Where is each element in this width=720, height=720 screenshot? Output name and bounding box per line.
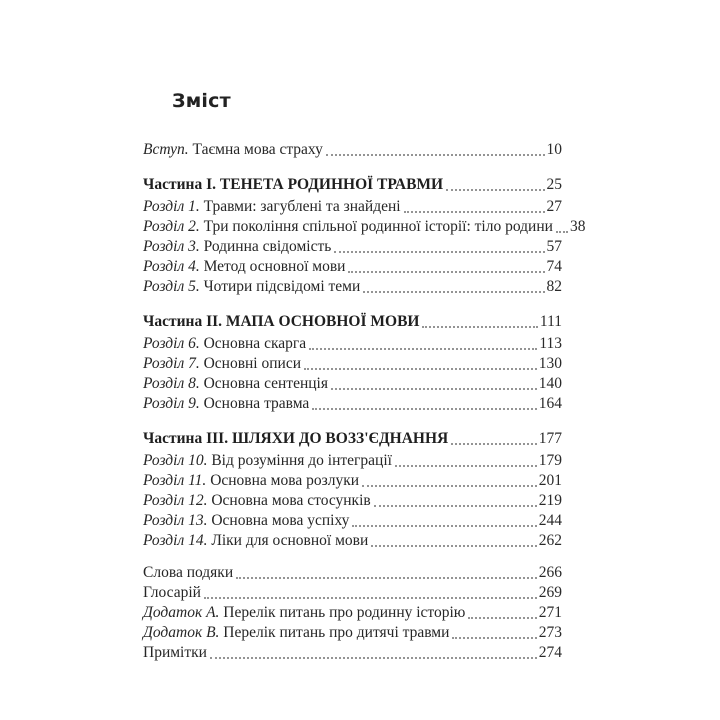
toc-entry-text: Примітки xyxy=(143,644,207,661)
toc-page-number: 74 xyxy=(546,258,562,275)
toc-entry-prefix: Розділ 4. xyxy=(143,258,204,275)
toc-page-number: 179 xyxy=(538,452,562,469)
toc-entry xyxy=(143,451,562,471)
toc-entry-label xyxy=(143,237,331,257)
dotted-leader xyxy=(468,617,536,619)
toc-entry-text: Основна скарга xyxy=(203,335,307,352)
dotted-leader xyxy=(326,154,545,156)
toc-page-number: 219 xyxy=(538,492,562,509)
toc-entry-prefix: Розділ 3. xyxy=(143,238,204,255)
dotted-leader xyxy=(556,231,568,233)
dotted-leader xyxy=(374,505,537,507)
toc-entry-label xyxy=(143,643,207,663)
toc-entry xyxy=(143,334,562,354)
toc-entry-label xyxy=(143,563,233,583)
toc-page-number: 111 xyxy=(539,313,562,330)
toc-page-number: 262 xyxy=(538,532,562,549)
toc-entry xyxy=(143,237,562,257)
toc-page-number: 10 xyxy=(546,141,562,158)
toc-entry-label xyxy=(143,312,419,332)
toc-entry-label xyxy=(143,471,359,491)
toc-entry xyxy=(143,491,562,511)
toc-page-number: 244 xyxy=(538,512,562,529)
toc-page-number: 38 xyxy=(569,218,586,235)
toc-entry-text: Травми: загублені та знайдені xyxy=(203,198,401,215)
dotted-leader xyxy=(404,211,545,213)
toc-entry xyxy=(143,429,562,449)
toc-entry-prefix: Додаток А. xyxy=(143,604,224,621)
toc-entry-prefix: Розділ 8. xyxy=(143,375,204,392)
toc-entry xyxy=(143,394,562,414)
toc-entry-prefix: Розділ 9. xyxy=(143,395,204,412)
toc-page-number: 177 xyxy=(538,430,562,447)
toc-entry-text: Метод основної мови xyxy=(203,258,346,275)
toc-entry-label xyxy=(143,334,306,354)
toc-entry-label xyxy=(143,531,368,551)
toc-entry-text: Основна сентенція xyxy=(203,375,328,392)
page-title: Зміст xyxy=(172,90,231,112)
toc-entry-text: Перелік питань про дитячі травми xyxy=(223,624,450,641)
toc-entry xyxy=(143,175,562,195)
toc-entry xyxy=(143,354,562,374)
toc-entry-label xyxy=(143,511,349,531)
toc-entry-text: Родинна свідомість xyxy=(203,238,332,255)
toc-entry xyxy=(143,643,562,663)
dotted-leader xyxy=(331,388,537,390)
toc-entry-label xyxy=(143,374,328,394)
table-of-contents xyxy=(143,140,586,663)
dotted-leader xyxy=(451,443,537,445)
toc-page-number: 130 xyxy=(538,355,562,372)
toc-entry-text: Основні описи xyxy=(203,355,302,372)
toc-entry-label xyxy=(143,623,449,643)
toc-entry-label xyxy=(143,603,465,623)
toc-entry-label xyxy=(143,257,345,277)
toc-entry-text: Основна мова успіху xyxy=(211,512,350,529)
toc-entry-label xyxy=(143,217,553,237)
toc-entry xyxy=(143,217,586,237)
dotted-leader xyxy=(422,326,537,328)
toc-entry-label xyxy=(143,140,323,160)
toc-entry-prefix: Розділ 7. xyxy=(143,355,204,372)
toc-entry-text: Ліки для основної мови xyxy=(211,532,369,549)
toc-entry-label xyxy=(143,491,371,511)
toc-page-number: 274 xyxy=(538,644,562,661)
toc-entry-text: Основна травма xyxy=(203,395,310,412)
toc-entry-prefix: Розділ 10. xyxy=(143,452,212,469)
toc-entry-text: Слова подяки xyxy=(143,564,234,581)
toc-entry-label xyxy=(143,277,360,297)
toc-page-number: 266 xyxy=(538,564,562,581)
toc-entry xyxy=(143,277,562,297)
toc-entry-label xyxy=(143,197,401,217)
toc-entry xyxy=(143,511,562,531)
toc-entry xyxy=(143,197,562,217)
toc-page-number: 113 xyxy=(539,335,562,352)
toc-entry-label xyxy=(143,354,301,374)
dotted-leader xyxy=(363,291,544,293)
dotted-leader xyxy=(348,271,544,273)
toc-page-number: 57 xyxy=(546,238,562,255)
toc-entry-text: Частина I. ТЕНЕТА РОДИННОЇ ТРАВМИ xyxy=(143,176,444,193)
toc-entry-text: Від розуміння до інтеграції xyxy=(211,452,392,469)
toc-entry-prefix: Розділ 5. xyxy=(143,278,204,295)
toc-entry-text: Частина III. ШЛЯХИ ДО ВОЗЗ'ЄДНАННЯ xyxy=(143,430,449,447)
toc-entry-label xyxy=(143,429,448,449)
toc-entry xyxy=(143,623,562,643)
toc-entry-prefix: Розділ 13. xyxy=(143,512,212,529)
toc-page-number: 201 xyxy=(538,472,562,489)
toc-entry-text: Три покоління спільної родинної історії: тіло родини xyxy=(203,218,553,235)
toc-entry-text: Основна мова розлуки xyxy=(210,472,360,489)
dotted-leader xyxy=(236,577,537,579)
toc-entry-text: Перелік питань про родинну історію xyxy=(223,604,466,621)
toc-entry-text: Частина II. МАПА ОСНОВНОЇ МОВИ xyxy=(143,313,420,330)
toc-page-number: 271 xyxy=(538,604,562,621)
toc-entry-label xyxy=(143,175,443,195)
toc-page-number: 273 xyxy=(538,624,562,641)
toc-entry xyxy=(143,471,562,491)
toc-entry-prefix: Розділ 11. xyxy=(143,472,211,489)
toc-entry xyxy=(143,257,562,277)
toc-entry xyxy=(143,563,562,583)
dotted-leader xyxy=(371,545,536,547)
toc-entry-text: Глосарій xyxy=(143,584,201,601)
dotted-leader xyxy=(446,189,544,191)
dotted-leader xyxy=(334,251,544,253)
toc-entry xyxy=(143,374,562,394)
dotted-leader xyxy=(452,637,536,639)
toc-entry xyxy=(143,603,562,623)
toc-entry xyxy=(143,140,562,160)
toc-entry-prefix: Розділ 6. xyxy=(143,335,204,352)
dotted-leader xyxy=(210,657,537,659)
dotted-leader xyxy=(362,485,537,487)
toc-page-number: 27 xyxy=(546,198,562,215)
toc-entry-prefix: Розділ 2. xyxy=(143,218,204,235)
toc-entry-label xyxy=(143,583,201,603)
toc-page-number: 25 xyxy=(546,176,562,193)
toc-entry-prefix: Розділ 1. xyxy=(143,198,204,215)
dotted-leader xyxy=(312,408,536,410)
dotted-leader xyxy=(352,525,536,527)
toc-page-number: 164 xyxy=(538,395,562,412)
dotted-leader xyxy=(395,465,537,467)
toc-entry-prefix: Розділ 14. xyxy=(143,532,212,549)
toc-entry-prefix: Вступ. xyxy=(143,141,193,158)
dotted-leader xyxy=(309,348,537,350)
dotted-leader xyxy=(204,597,537,599)
toc-entry xyxy=(143,531,562,551)
toc-entry-prefix: Додаток В. xyxy=(143,624,224,641)
toc-page-number: 140 xyxy=(538,375,562,392)
toc-entry-text: Таємна мова страху xyxy=(192,141,323,158)
toc-entry xyxy=(143,583,562,603)
toc-entry-text: Чотири підсвідомі теми xyxy=(203,278,361,295)
toc-page-number: 269 xyxy=(538,584,562,601)
toc-page-number: 82 xyxy=(546,278,562,295)
toc-entry-text: Основна мова стосунків xyxy=(211,492,371,509)
toc-entry-prefix: Розділ 12. xyxy=(143,492,212,509)
toc-entry xyxy=(143,312,562,332)
toc-entry-label xyxy=(143,394,309,414)
dotted-leader xyxy=(304,368,537,370)
toc-entry-label xyxy=(143,451,392,471)
